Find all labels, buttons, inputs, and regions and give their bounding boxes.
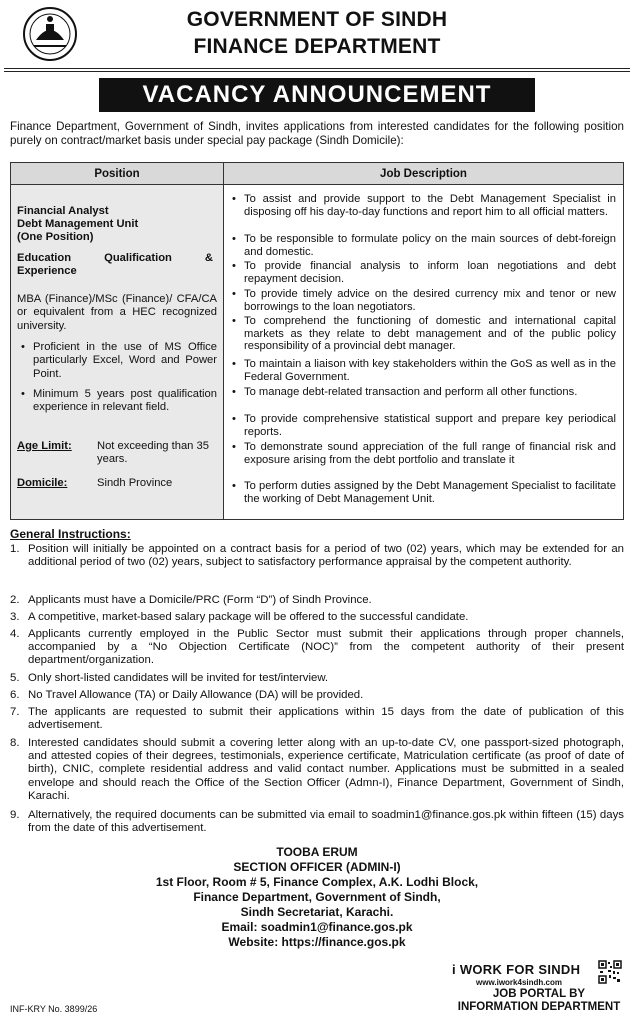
experience-item: • Proficient in the use of MS Office particularly Excel, Word and Power Point.	[21, 341, 217, 380]
job-duty-item: • To provide comprehensive statistical support and prepare key periodical reports.	[232, 413, 616, 438]
instruction-item: 5. Only short-listed candidates will be invited for test/interview.	[10, 672, 329, 684]
department-heading: FINANCE DEPARTMENT	[193, 35, 441, 58]
domicile-value: Sindh Province	[97, 477, 173, 489]
header-divider	[4, 68, 630, 69]
job-description-cell	[224, 185, 623, 519]
qr-code-icon	[598, 960, 622, 984]
bullet-icon: •	[21, 341, 25, 353]
header-divider-second	[4, 71, 630, 72]
job-duty-item: • To maintain a liaison with key stakeholders within the GoS as well as in the Federal Government.	[232, 358, 616, 383]
job-duty-item: • To provide timely advice on the desired currency mix and tenor or new borrowings to the loan negotiators.	[232, 288, 616, 313]
job-duty-item: • To provide financial analysis to inform loan negotiations and debt repayment decision.	[232, 260, 616, 285]
information-department-label: INFORMATION DEPARTMENT	[457, 1001, 621, 1013]
advertisement-reference: INF-KRY No. 3899/26	[10, 1004, 98, 1014]
instruction-item: 7. The applicants are requested to submit their applications within 15 days from the date of publication of this advertisement.	[10, 706, 624, 732]
signatory-designation: SECTION OFFICER (ADMIN-I)	[233, 860, 401, 874]
experience-item: • Minimum 5 years post qualification experience in relevant field.	[21, 388, 217, 414]
age-limit-value: Not exceeding than 35 years.	[97, 440, 209, 466]
bullet-icon: •	[232, 288, 236, 300]
domicile-label: Domicile:	[17, 477, 68, 489]
signatory-name: TOOBA ERUM	[276, 845, 358, 859]
job-duty-item: • To perform duties assigned by the Debt Management Specialist to facilitate the working of Debt Management Unit.	[232, 480, 616, 505]
instruction-item: 8. Interested candidates should submit a covering letter along with an up-to-date CV, one passport-sized photograph, and attested copies of their degrees, testimonials, experience certificate, Matriculation certificate (as proof of date of birth), CNIC, complete residential address and valid contact number. Applications must be submitted in a sealed envelope and should reach the Office of the Section Officer (Admn-I), Finance Department, Government of Sindh, Karachi.	[10, 737, 624, 802]
bullet-icon: •	[232, 413, 236, 425]
instruction-item: 4. Applicants currently employed in the Public Sector must submit their applications through proper channels, accompanied by a “No Objection Certificate (NOC)” from the competent authority of their present department/organization.	[10, 628, 624, 667]
job-duty-item: • To be responsible to formulate policy on the main sources of debt-foreign and domestic.	[232, 233, 616, 258]
instruction-item: 2. Applicants must have a Domicile/PRC (Form “D”) of Sindh Province.	[10, 594, 372, 606]
position-cell	[11, 185, 224, 519]
bullet-icon: •	[232, 441, 236, 453]
position-count: (One Position)	[17, 231, 94, 243]
position-title: Financial Analyst	[17, 205, 109, 217]
contact-email: Email: soadmin1@finance.gos.pk	[221, 920, 413, 934]
vacancy-banner: VACANCY ANNOUNCEMENT	[99, 78, 535, 112]
office-address-line: Finance Department, Government of Sindh,	[193, 890, 441, 904]
portal-url: www.iwork4sindh.com	[476, 978, 562, 987]
bullet-icon: •	[232, 480, 236, 492]
office-address-line: Sindh Secretariat, Karachi.	[240, 905, 394, 919]
job-duty-item: • To manage debt-related transaction and perform all other functions.	[232, 386, 578, 398]
instruction-item: 6. No Travel Allowance (TA) or Daily Allowance (DA) will be provided.	[10, 689, 364, 701]
position-column-header: Position	[11, 163, 224, 185]
government-heading: GOVERNMENT OF SINDH	[186, 8, 448, 31]
logo-i-mark: i	[452, 962, 460, 977]
intro-paragraph: Finance Department, Government of Sindh, invites applications from interested candidates for the following position purely on contract/market basis under special pay package (Sindh Domicile):	[10, 120, 624, 147]
job-duty-item: • To comprehend the functioning of domestic and international capital markets as they relate to debt management and of the public policy responsibility of a provincial debt manager.	[232, 315, 616, 353]
bullet-icon: •	[232, 193, 236, 205]
bullet-icon: •	[232, 233, 236, 245]
job-portal-label: JOB PORTAL BY	[492, 988, 586, 1000]
bullet-icon: •	[21, 388, 25, 400]
instruction-item: 1. Position will initially be appointed on a contract basis for a period of two (02) years, which may be extended for an additional period of two (02) years, subject to satisfactory performance appraisal by the competent authority.	[10, 543, 624, 569]
age-limit-label: Age Limit:	[17, 440, 72, 452]
general-instructions-title: General Instructions:	[10, 527, 131, 541]
vacancy-table	[10, 162, 624, 520]
job-duty-item: • To assist and provide support to the Debt Management Specialist in disposing off his day-to-day functions and report him to all official matters.	[232, 193, 616, 218]
bullet-icon: •	[232, 386, 236, 398]
bullet-icon: •	[232, 315, 236, 327]
office-address-line: 1st Floor, Room # 5, Finance Complex, A.K. Lodhi Block,	[155, 875, 479, 889]
job-description-column-header: Job Description	[224, 163, 623, 185]
education-text: MBA (Finance)/MSc (Finance)/ CFA/CA or equivalent from a HEC recognized university.	[17, 293, 217, 332]
contact-website: Website: https://finance.gos.pk	[228, 935, 406, 949]
bullet-icon: •	[232, 358, 236, 370]
education-heading: Education Qualification & Experience	[17, 252, 213, 278]
instruction-item: 3. A competitive, market-based salary package will be offered to the successful candidate.	[10, 611, 469, 623]
work-for-sindh-logo: i WORK FOR SINDH	[452, 962, 581, 977]
position-unit: Debt Management Unit	[17, 218, 139, 230]
bullet-icon: •	[232, 260, 236, 272]
instruction-item: 9. Alternatively, the required documents can be submitted via email to soadmin1@finance.gos.pk within fifteen (15) days from the date of this advertisement.	[10, 809, 624, 835]
job-duty-item: • To demonstrate sound appreciation of the full range of financial risk and exposure arising from the debt portfolio and translate it	[232, 441, 616, 466]
